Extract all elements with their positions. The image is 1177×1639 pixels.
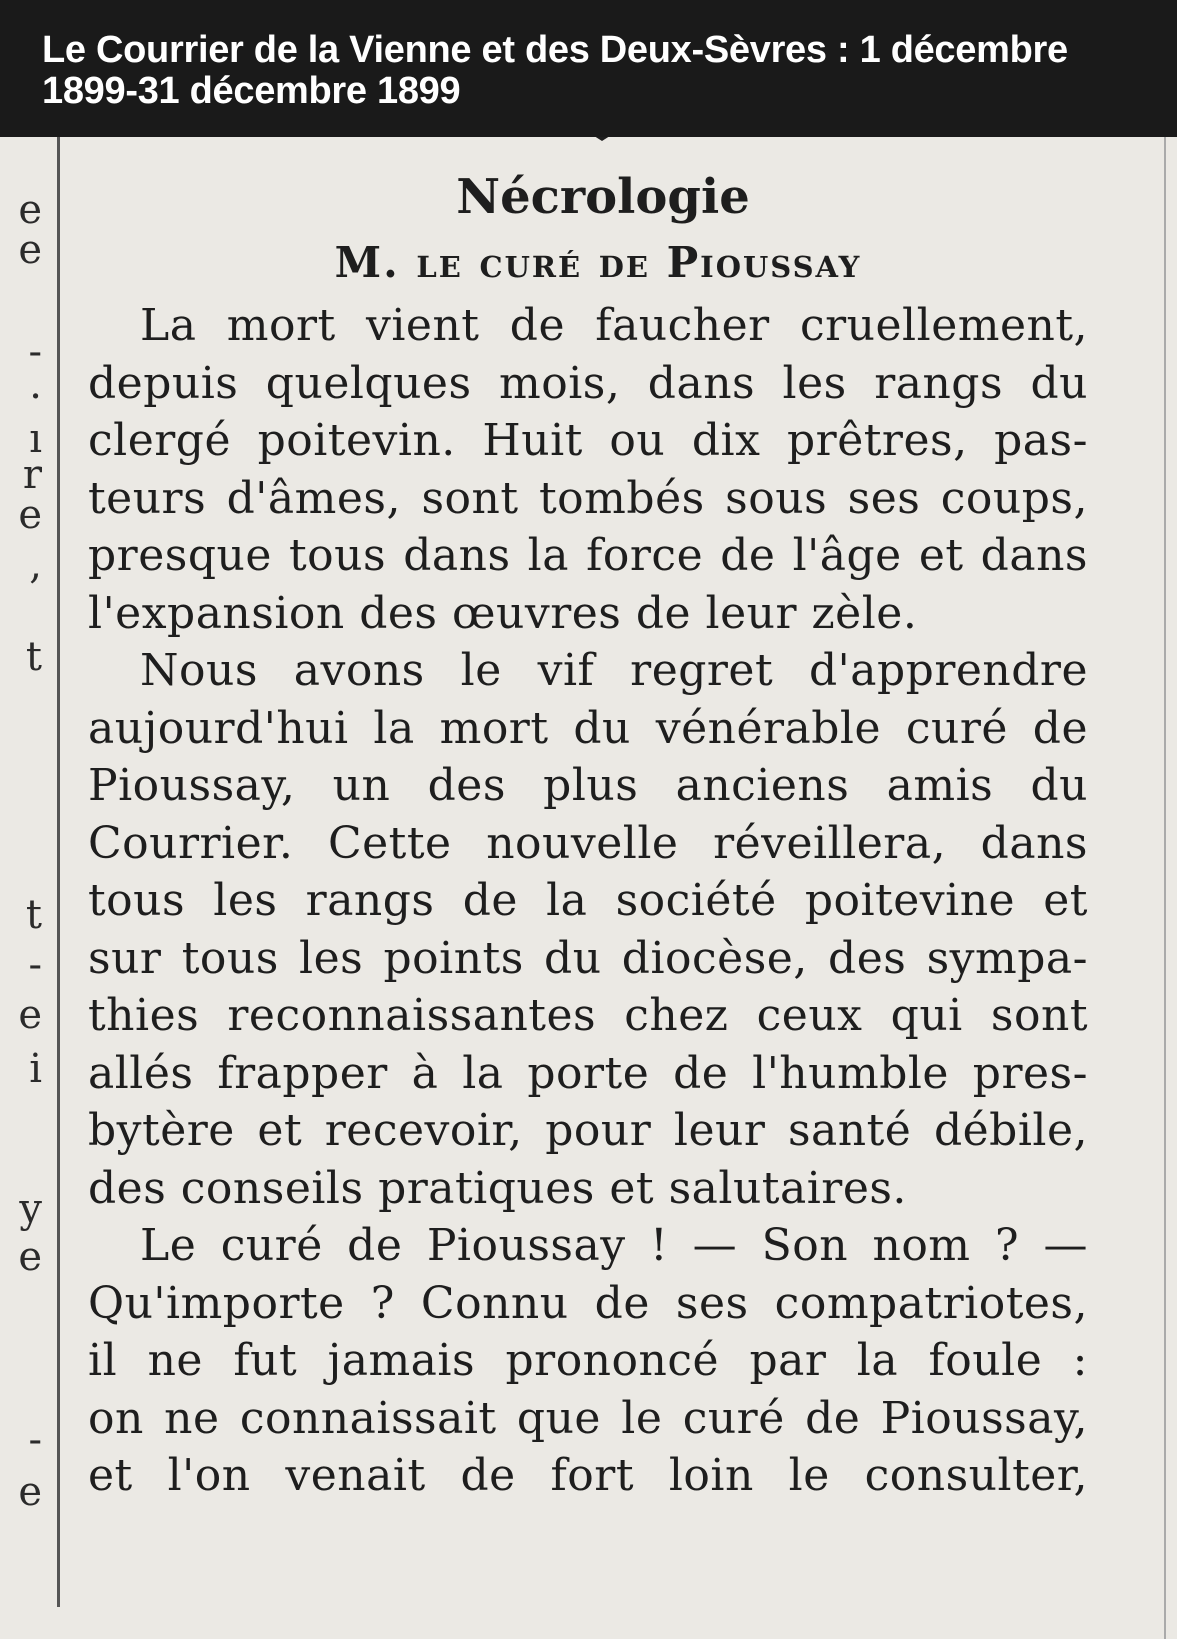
obituary-article bbox=[88, 167, 1088, 1505]
text-line: tous les rangs de la société poitevine et bbox=[88, 875, 1088, 926]
article-subheading: M. le curé de Pioussay bbox=[334, 238, 862, 287]
fragment: e bbox=[18, 1234, 42, 1280]
text-line: Pioussay, un des plus anciens amis du bbox=[88, 760, 1088, 811]
text-line: presque tous dans la force de l'âge et dans bbox=[88, 530, 1088, 581]
text-line: allés frapper à la porte de l'humble pres- bbox=[88, 1047, 1088, 1099]
text-line: clergé poitevin. Huit ou dix prêtres, pas- bbox=[88, 415, 1088, 466]
newspaper-scan bbox=[0, 137, 1177, 1639]
fragment: t bbox=[25, 892, 42, 938]
text-line: La mort vient de faucher cruellement, bbox=[140, 300, 1088, 351]
fragment: , bbox=[29, 542, 42, 588]
fragment: r bbox=[22, 452, 42, 498]
fragment: · bbox=[29, 374, 42, 420]
text-line: teurs d'âmes, sont tombés sous ses coups, bbox=[88, 472, 1088, 524]
fragment: - bbox=[28, 329, 42, 375]
text-line: aujourd'hui la mort du vénérable curé de bbox=[88, 702, 1088, 754]
paragraph-1 bbox=[88, 297, 1088, 642]
text-line: bytère et recevoir, pour leur santé débile, bbox=[88, 1105, 1088, 1156]
text-line: Nous avons le vif regret d'apprendre bbox=[140, 645, 1088, 696]
fragment: t bbox=[25, 634, 42, 680]
text-line: et l'on venait de fort loin le consulter, bbox=[88, 1450, 1088, 1501]
fragment: e bbox=[18, 187, 42, 233]
adjacent-column-fragments bbox=[0, 137, 50, 1639]
text-line: thies reconnaissantes chez ceux qui sont bbox=[88, 990, 1088, 1041]
paragraph-2 bbox=[88, 642, 1088, 1217]
text-line: on ne connaissait que le curé de Pioussay, bbox=[88, 1392, 1088, 1444]
fragment: - bbox=[28, 942, 42, 988]
fragment: e bbox=[18, 992, 42, 1038]
text-line: sur tous les points du diocèse, des sympa- bbox=[88, 932, 1088, 984]
fragment: e bbox=[18, 1469, 42, 1515]
text-line: des conseils pratiques et salutaires. bbox=[88, 1162, 907, 1214]
section-ornament bbox=[380, 137, 820, 139]
right-column-edge bbox=[1164, 137, 1166, 1639]
article-heading: Nécrologie bbox=[456, 169, 750, 225]
text-line: Qu'importe ? Connu de ses compatriotes, bbox=[88, 1277, 1088, 1329]
text-line: l'expansion des œuvres de leur zèle. bbox=[88, 587, 918, 639]
fragment: e bbox=[18, 227, 42, 273]
fragment: e bbox=[18, 492, 42, 538]
fragment: i bbox=[29, 1046, 42, 1092]
fragment: y bbox=[19, 1186, 42, 1232]
column-divider bbox=[57, 137, 60, 1607]
paragraph-3 bbox=[88, 1217, 1088, 1505]
text-line: Courrier. Cette nouvelle réveillera, dans bbox=[88, 817, 1088, 869]
fragment: - bbox=[28, 1417, 42, 1463]
text-line: depuis quelques mois, dans les rangs du bbox=[88, 357, 1088, 409]
top-caption-bar bbox=[0, 0, 1177, 137]
text-line: il ne fut jamais prononcé par la foule : bbox=[88, 1335, 1088, 1386]
text-line: Le curé de Pioussay ! — Son nom ? — bbox=[140, 1220, 1088, 1271]
fragment: ı bbox=[29, 416, 42, 462]
document-title: Le Courrier de la Vienne et des Deux-Sèvres : 1 décembre 1899-31 décembre 1899 bbox=[42, 29, 1068, 112]
